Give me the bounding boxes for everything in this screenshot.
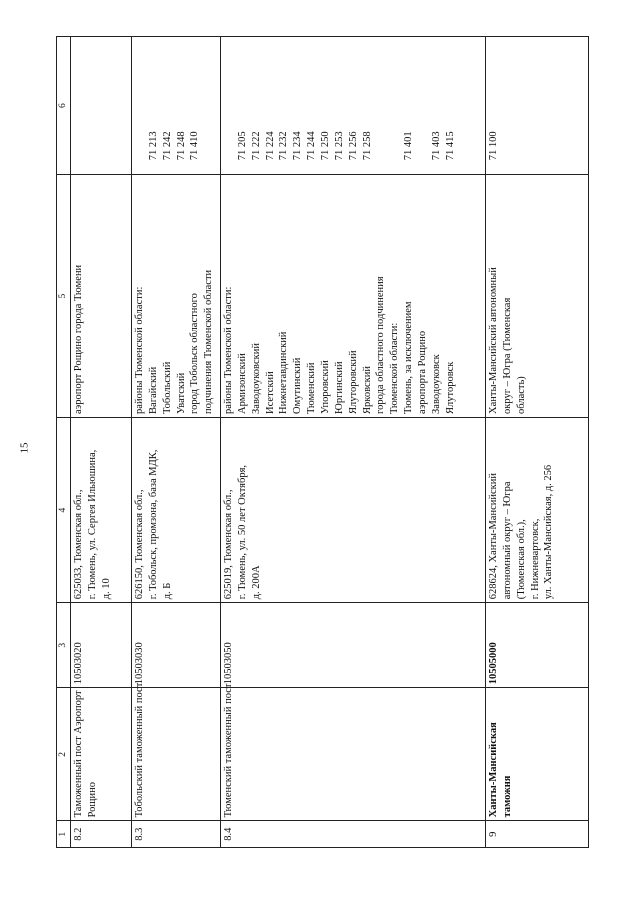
cell-line [222, 40, 236, 160]
cell-line: 71 100 [488, 131, 499, 161]
cell-line: город Тобольск областного [189, 293, 201, 414]
cell-line: г. Нижневартовск, [529, 518, 541, 600]
cell-line: Ялуторовский [347, 350, 359, 414]
table-landscape-frame [56, 36, 588, 848]
cell-line [388, 40, 402, 160]
cell-line: 71 222 [250, 131, 262, 161]
cell-line: (Тюменская обл.), [515, 519, 527, 600]
cell-line: Уватский [175, 372, 187, 414]
customs-table [56, 36, 589, 848]
cell-line: г. Тюмень, ул. Сергея Ильюшина, [86, 449, 98, 600]
cell-line: таможня [501, 775, 513, 818]
header-cell-2: 2 [57, 688, 71, 821]
office-address [71, 417, 132, 602]
cell-line: 71 401 [403, 131, 415, 161]
cell-line: Заводоуковск [430, 354, 442, 414]
cell-line: 628624, Ханты-Мансийский [488, 473, 499, 600]
cell-line: округ – Югра (Тюменская [501, 297, 513, 414]
cell-line: д. 10 [100, 578, 112, 600]
cell-line: 71 234 [292, 131, 304, 161]
office-code: 10503050 [221, 603, 486, 688]
row-number: 8.2 [71, 821, 132, 848]
cell-line: Заводоуковский [250, 343, 262, 414]
cell-line: Тюмень, за исключением [403, 301, 415, 414]
table-row [132, 37, 221, 848]
cell-line: г. Тюмень, ул. 50 лет Октября, [236, 464, 248, 600]
cell-line: 71 256 [347, 131, 359, 161]
cell-line: Нижнетавдинский [278, 331, 290, 414]
okato-codes [71, 37, 132, 175]
cell-line: автономный округ – Югра [501, 481, 513, 600]
office-name [132, 682, 221, 821]
cell-line: Тюменский таможенный пост [223, 683, 234, 818]
office-code: 10505000 [486, 603, 589, 688]
cell-line: Таможенный пост Аэропорт [73, 690, 84, 818]
row-number: 8.4 [221, 821, 486, 848]
okato-codes [486, 37, 589, 175]
region-list [486, 175, 589, 418]
cell-line [416, 40, 430, 160]
header-cell-3: 3 [57, 603, 71, 688]
table-row [486, 37, 589, 848]
office-name [221, 683, 486, 821]
cell-line: Упоровский [320, 360, 332, 414]
cell-line: д. Б [161, 582, 173, 600]
cell-line: ул. Ханты-Мансийская, д. 256 [543, 464, 555, 600]
cell-line: Тобольский таможенный пост [134, 682, 145, 818]
cell-line: 71 244 [306, 131, 318, 161]
cell-line: Тюменский [306, 362, 318, 414]
cell-line: 625033, Тюменская обл., [73, 489, 84, 600]
cell-line: Исетский [264, 371, 276, 414]
cell-line: г. Тобольск, промзона, база МДК, [147, 449, 159, 600]
cell-line: районы Тюменской области: [223, 286, 234, 414]
cell-line: Ялуторовск [444, 361, 456, 414]
okato-codes [132, 37, 221, 175]
region-list [71, 175, 132, 418]
rotated-table-area [56, 36, 588, 848]
header-row [57, 37, 71, 848]
cell-line: 71 205 [236, 131, 248, 161]
region-list [132, 175, 221, 418]
cell-line: 71 248 [175, 131, 187, 161]
cell-line: Омутинский [292, 357, 304, 414]
table-row [71, 37, 132, 848]
cell-line: 71 242 [161, 131, 173, 161]
cell-line: города областного подчинения [375, 276, 387, 414]
office-address [221, 417, 486, 602]
office-name [71, 688, 132, 821]
okato-codes [221, 37, 486, 175]
table-row [221, 37, 486, 848]
cell-line: Тюменской области: [389, 322, 401, 414]
cell-line: 626150, Тюменская обл., [134, 489, 145, 600]
cell-line: д. 200А [250, 565, 262, 600]
cell-line: Вагайский [147, 366, 159, 414]
header-cell-5: 5 [57, 175, 71, 418]
cell-line: районы Тюменской области: [134, 286, 145, 414]
cell-line: Ярковский [361, 366, 373, 414]
cell-line: Ханты-Мансийская [488, 722, 499, 818]
cell-line: область) [515, 376, 527, 414]
office-name [486, 688, 589, 821]
cell-line: 625019, Тюменская обл., [223, 489, 234, 600]
office-address [486, 417, 589, 602]
cell-line: Тобольский [161, 361, 173, 414]
cell-line: 71 213 [147, 131, 159, 161]
cell-line [133, 40, 147, 160]
office-code: 10503030 [132, 603, 221, 688]
cell-line: 71 253 [333, 131, 345, 161]
cell-line: 71 224 [264, 131, 276, 161]
cell-line: 71 232 [278, 131, 290, 161]
cell-line [202, 40, 216, 160]
cell-line: Юргинский [333, 361, 345, 414]
region-list [221, 175, 486, 418]
header-cell-6: 6 [57, 37, 71, 175]
header-cell-1: 1 [57, 821, 71, 848]
cell-line: 71 403 [431, 131, 443, 161]
office-code: 10503020 [71, 603, 132, 688]
cell-line: Ханты-Мансийский автономный [488, 267, 499, 414]
office-address [132, 417, 221, 602]
cell-line: Рощино [86, 781, 98, 818]
cell-line: 71 258 [361, 131, 373, 161]
cell-line: 71 415 [444, 131, 456, 161]
cell-line: Армизонский [236, 353, 248, 414]
cell-line: аэропорт Рощино города Тюмени [73, 264, 84, 414]
cell-line: аэропорта Рощино [417, 330, 429, 414]
cell-line: подчинения Тюменской области [203, 269, 215, 414]
cell-line [374, 40, 388, 160]
cell-line: 71 410 [189, 131, 201, 161]
page-number: 15 [18, 442, 31, 454]
cell-line: 71 250 [320, 131, 332, 161]
row-number: 8.3 [132, 821, 221, 848]
header-cell-4: 4 [57, 417, 71, 602]
row-number: 9 [486, 821, 589, 848]
